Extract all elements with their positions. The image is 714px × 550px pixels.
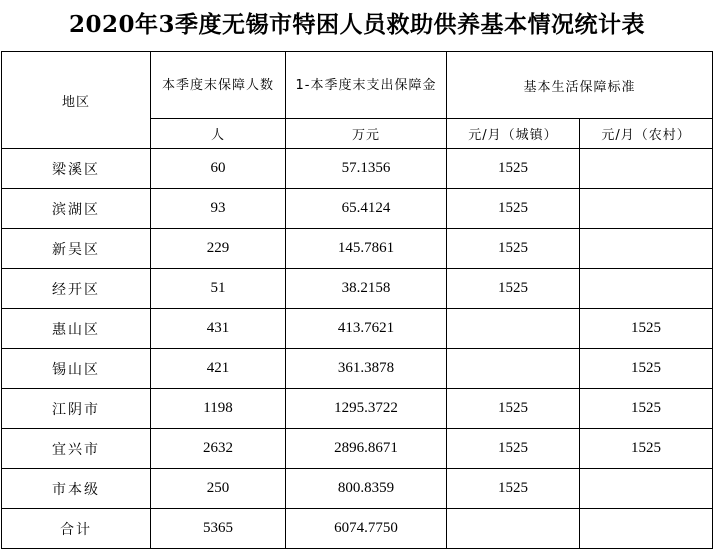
table-row <box>2 189 713 229</box>
unit-people[interactable]: 人 <box>151 119 286 149</box>
funds-cell[interactable]: 65.4124 <box>286 189 447 229</box>
table-title: 2020年3季度无锡市特困人员救助供养基本情况统计表 <box>68 11 646 38</box>
funds-cell[interactable]: 145.7861 <box>286 229 447 269</box>
urban-cell[interactable] <box>447 349 580 389</box>
people-cell[interactable]: 93 <box>151 189 286 229</box>
header-row-1 <box>2 52 713 119</box>
table-row <box>2 429 713 469</box>
funds-cell[interactable]: 38.2158 <box>286 269 447 309</box>
total-funds-cell[interactable]: 6074.7750 <box>286 509 447 549</box>
table-row <box>2 269 713 309</box>
urban-cell[interactable]: 1525 <box>447 149 580 189</box>
people-cell[interactable]: 421 <box>151 349 286 389</box>
table-row <box>2 349 713 389</box>
rural-cell[interactable]: 1525 <box>580 309 713 349</box>
people-cell[interactable]: 1198 <box>151 389 286 429</box>
people-cell[interactable]: 2632 <box>151 429 286 469</box>
table-row <box>2 389 713 429</box>
people-cell[interactable]: 229 <box>151 229 286 269</box>
urban-cell[interactable]: 1525 <box>447 229 580 269</box>
header-people[interactable]: 本季度末保障人数 <box>151 52 286 119</box>
funds-cell[interactable]: 57.1356 <box>286 149 447 189</box>
total-people-cell[interactable]: 5365 <box>151 509 286 549</box>
region-cell[interactable]: 市本级 <box>2 469 151 509</box>
people-cell[interactable]: 51 <box>151 269 286 309</box>
funds-cell[interactable]: 2896.8671 <box>286 429 447 469</box>
region-cell[interactable]: 惠山区 <box>2 309 151 349</box>
urban-cell[interactable]: 1525 <box>447 269 580 309</box>
funds-cell[interactable]: 1295.3722 <box>286 389 447 429</box>
funds-cell[interactable]: 361.3878 <box>286 349 447 389</box>
total-row <box>2 509 713 549</box>
rural-cell[interactable] <box>580 469 713 509</box>
region-cell[interactable]: 宜兴市 <box>2 429 151 469</box>
region-cell[interactable]: 滨湖区 <box>2 189 151 229</box>
urban-cell[interactable]: 1525 <box>447 429 580 469</box>
region-cell[interactable]: 江阴市 <box>2 389 151 429</box>
unit-funds[interactable]: 万元 <box>286 119 447 149</box>
table-row <box>2 229 713 269</box>
statistics-table <box>1 51 713 549</box>
header-funds[interactable]: 1-本季度末支出保障金 <box>286 52 447 119</box>
urban-cell[interactable]: 1525 <box>447 389 580 429</box>
table-row <box>2 469 713 509</box>
urban-cell[interactable] <box>447 309 580 349</box>
people-cell[interactable]: 250 <box>151 469 286 509</box>
funds-cell[interactable]: 413.7621 <box>286 309 447 349</box>
total-rural-cell[interactable] <box>580 509 713 549</box>
table-row <box>2 149 713 189</box>
rural-cell[interactable] <box>580 269 713 309</box>
rural-cell[interactable]: 1525 <box>580 389 713 429</box>
unit-urban[interactable]: 元/月（城镇） <box>447 119 580 149</box>
header-standard[interactable]: 基本生活保障标准 <box>447 52 713 119</box>
rural-cell[interactable]: 1525 <box>580 429 713 469</box>
region-cell[interactable]: 梁溪区 <box>2 149 151 189</box>
funds-cell[interactable]: 800.8359 <box>286 469 447 509</box>
total-urban-cell[interactable] <box>447 509 580 549</box>
table-row <box>2 309 713 349</box>
total-label-cell[interactable]: 合计 <box>2 509 151 549</box>
rural-cell[interactable] <box>580 149 713 189</box>
urban-cell[interactable]: 1525 <box>447 469 580 509</box>
region-cell[interactable]: 锡山区 <box>2 349 151 389</box>
rural-cell[interactable] <box>580 229 713 269</box>
people-cell[interactable]: 60 <box>151 149 286 189</box>
header-region[interactable]: 地区 <box>2 52 151 149</box>
people-cell[interactable]: 431 <box>151 309 286 349</box>
rural-cell[interactable]: 1525 <box>580 349 713 389</box>
rural-cell[interactable] <box>580 189 713 229</box>
urban-cell[interactable]: 1525 <box>447 189 580 229</box>
region-cell[interactable]: 经开区 <box>2 269 151 309</box>
unit-rural[interactable]: 元/月（农村） <box>580 119 713 149</box>
region-cell[interactable]: 新吴区 <box>2 229 151 269</box>
